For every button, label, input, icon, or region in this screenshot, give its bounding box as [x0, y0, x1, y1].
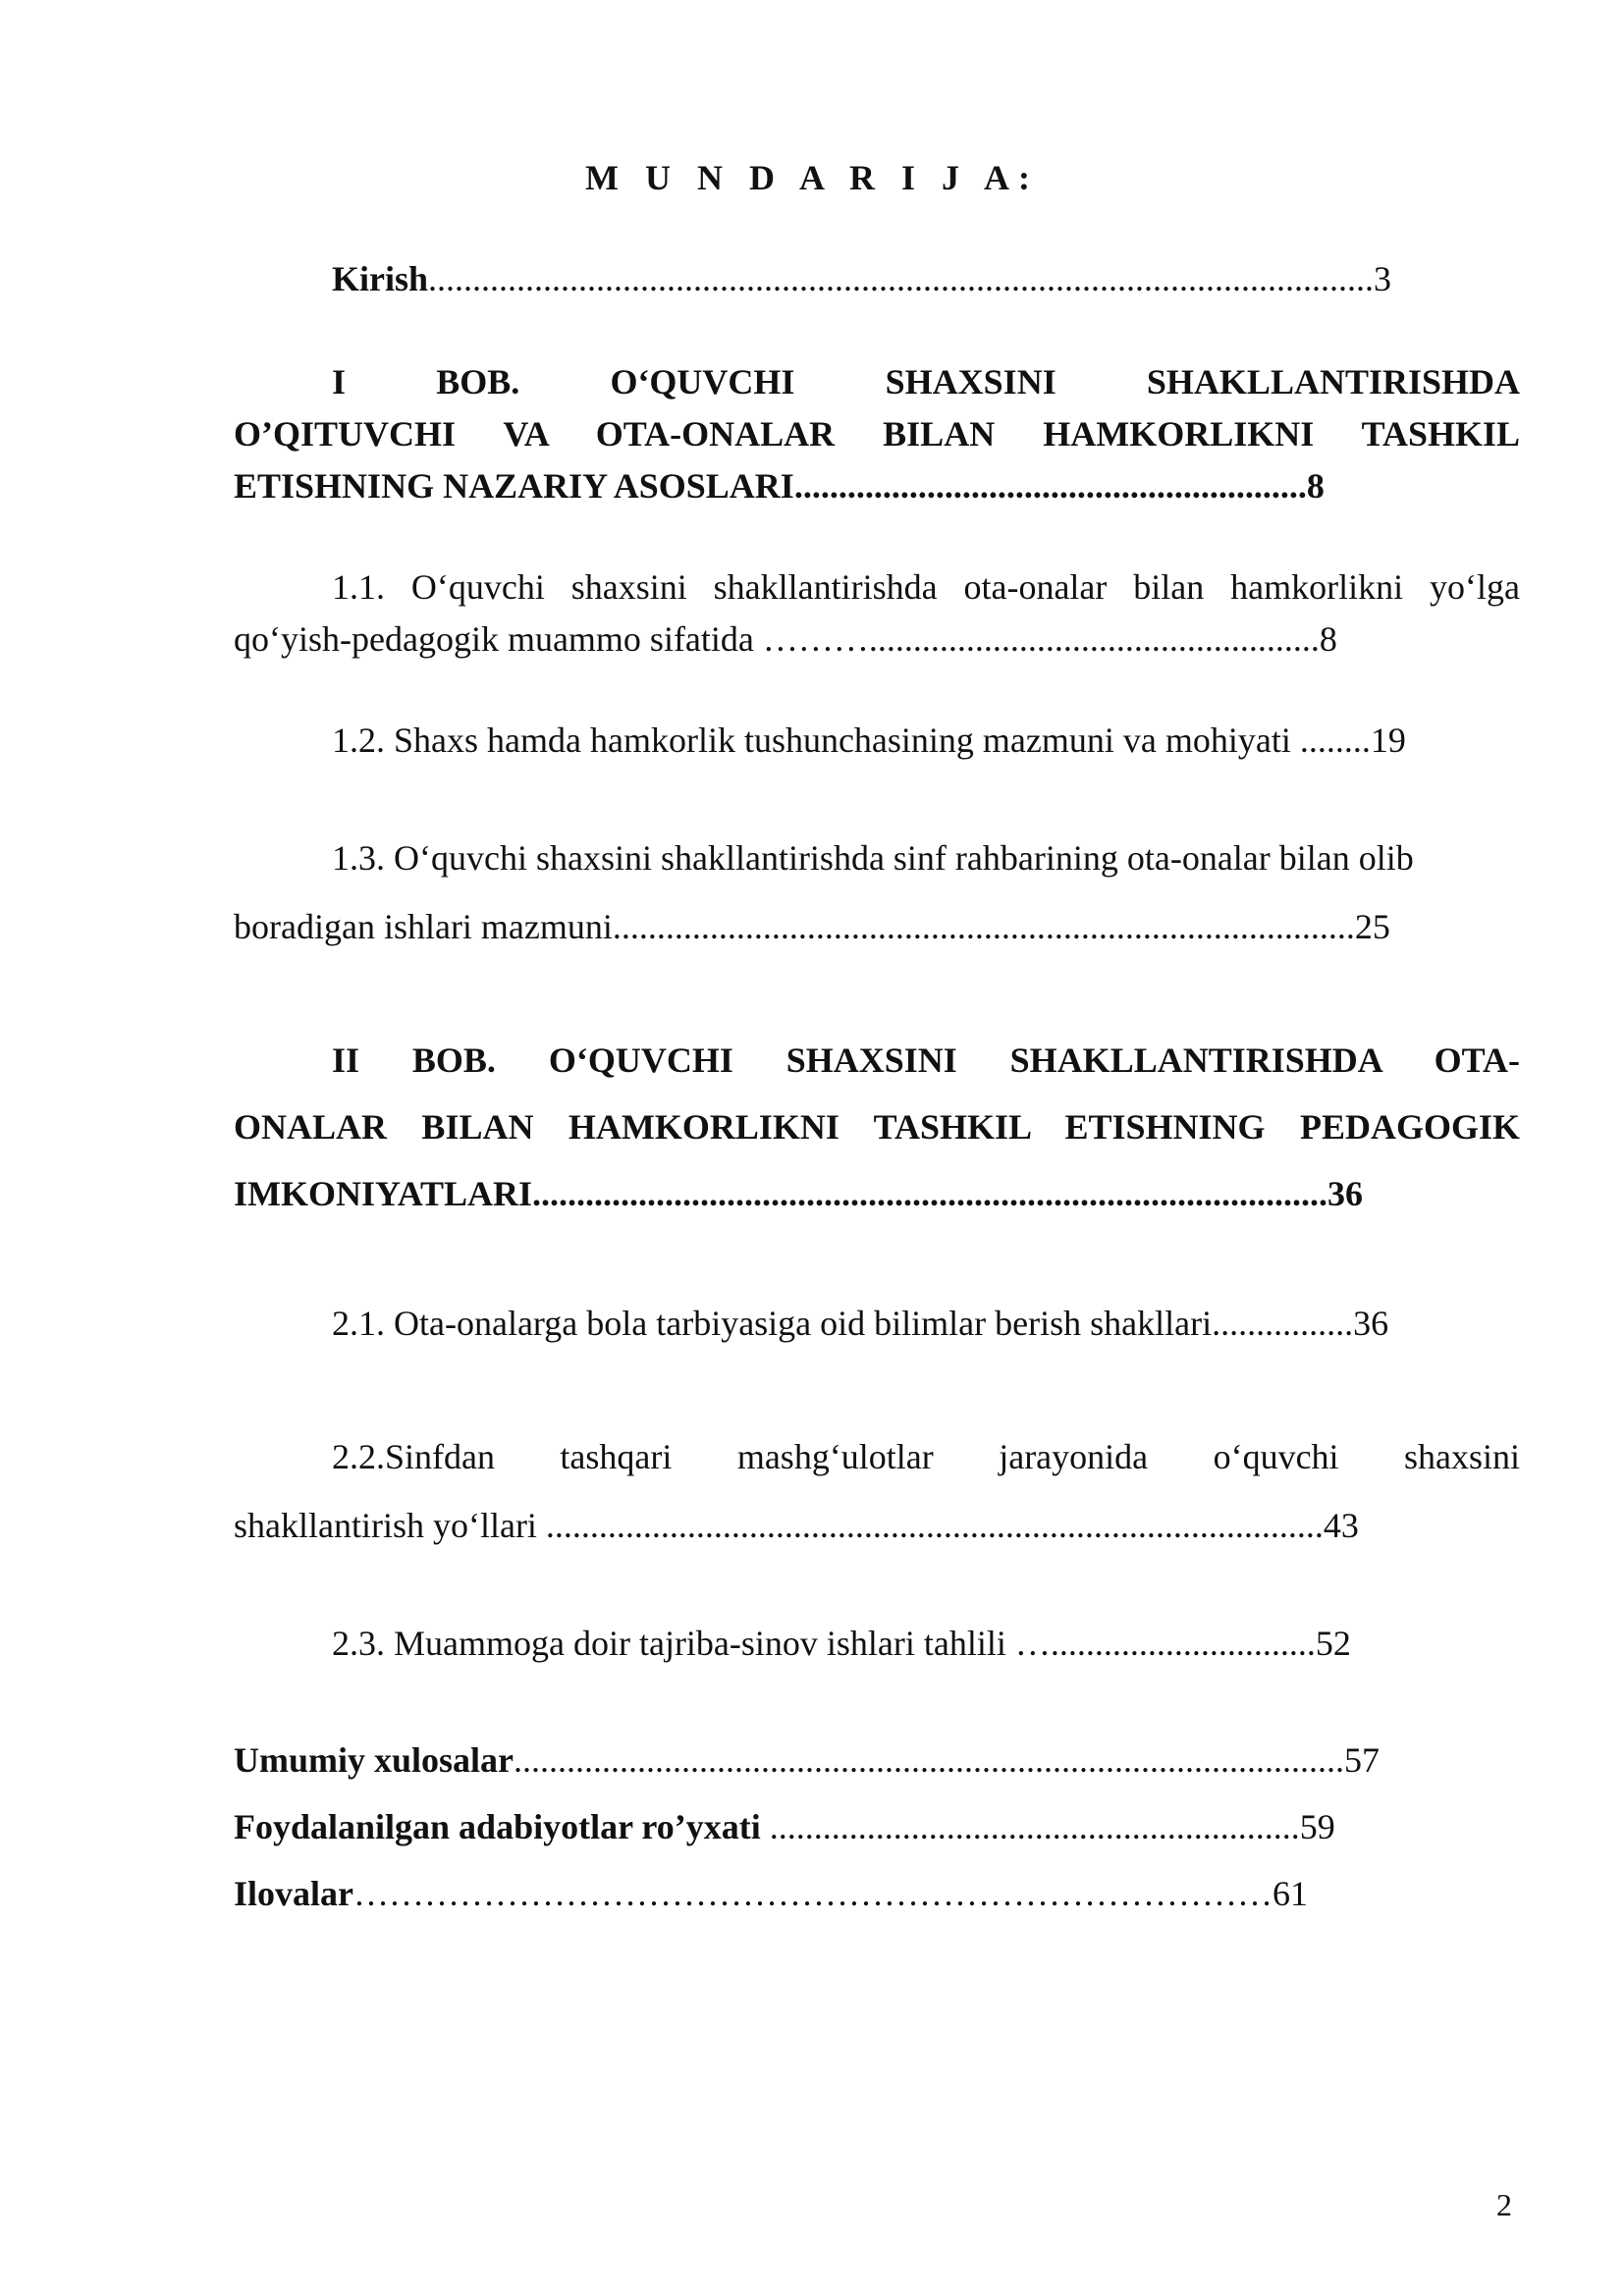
page-title: M U N D A R I J A:	[584, 158, 1039, 197]
toc-entry-label: Umumiy xulosalar	[234, 1740, 514, 1780]
toc-section-1-2: 1.2. Shaxs hamda hamkorlik tushunchasining mazmuni va mohiyati ........19	[332, 721, 1406, 760]
toc-section-2-3: 2.3. Muammoga doir tajriba-sinov ishlari tahlili …..............................52	[332, 1624, 1351, 1663]
toc-entry-xulosalar	[234, 1738, 1520, 1782]
toc-section-1-3-line-2: boradigan ishlari mazmuni....................................................................................25	[234, 907, 1390, 946]
toc-section-1-1-line-1: 1.1. O‘quvchi shaxsini shakllantirishda ota-onalar bilan hamkorlikni yo‘lga	[332, 567, 1520, 607]
toc-leader-dots: ..............................................................................................	[514, 1740, 1345, 1780]
toc-page-number: 61	[1272, 1874, 1308, 1913]
toc-chapter-2-line-2: ONALAR BILAN HAMKORLIKNI TASHKIL ETISHNING PEDAGOGIK	[234, 1107, 1520, 1147]
toc-section-2-1: 2.1. Ota-onalarga bola tarbiyasiga oid bilimlar berish shakllari................36	[332, 1304, 1389, 1343]
toc-chapter-2-line-1: II BOB. O‘QUVCHI SHAXSINI SHAKLLANTIRISHDA OTA-	[332, 1041, 1520, 1080]
toc-page-number: 59	[1299, 1807, 1335, 1846]
toc-chapter-1-line-3: ETISHNING NAZARIY ASOSLARI..........................................................8	[234, 466, 1325, 506]
toc-section-2-2-line-1: 2.2.Sinfdan tashqari mashg‘ulotlar jarayonida o‘quvchi shaxsini	[332, 1437, 1520, 1476]
toc-entry-label: Foydalanilgan adabiyotlar ro’yxati	[234, 1807, 761, 1846]
toc-section-2-2-line-2: shakllantirish yo‘llari ........................................................................................43	[234, 1506, 1359, 1545]
toc-entry-kirish	[332, 257, 1520, 300]
toc-entry-label: Kirish	[332, 259, 429, 298]
toc-entry-label: Ilovalar	[234, 1874, 353, 1913]
toc-section-1-3-line-1: 1.3. O‘quvchi shaxsini shakllantirishda sinf rahbarining ota-onalar bilan olib	[332, 838, 1414, 878]
toc-chapter-1-line-1: I BOB. O‘QUVCHI SHAXSINI SHAKLLANTIRISHDA	[332, 362, 1520, 401]
toc-leader-dots: ............................................................	[760, 1807, 1300, 1846]
toc-chapter-1-line-2: O’QITUVCHI VA OTA-ONALAR BILAN HAMKORLIKNI TASHKIL	[234, 414, 1520, 454]
toc-page-number: 3	[1374, 259, 1392, 298]
toc-leader-dots: ……………………………………………………………………	[353, 1874, 1272, 1913]
toc-chapter-2-line-3: IMKONIYATLARI..........................................................................................36	[234, 1174, 1364, 1213]
toc-section-1-1-line-2: qo‘yish-pedagogik muammo sifatida ………...................................................8	[234, 619, 1337, 659]
page-number: 2	[1496, 2187, 1512, 2222]
toc-leader-dots: ...........................................................................................................	[428, 259, 1375, 298]
toc-entry-adabiyotlar	[234, 1805, 1520, 1848]
toc-entry-ilovalar	[234, 1872, 1520, 1915]
toc-page-number: 57	[1344, 1740, 1380, 1780]
